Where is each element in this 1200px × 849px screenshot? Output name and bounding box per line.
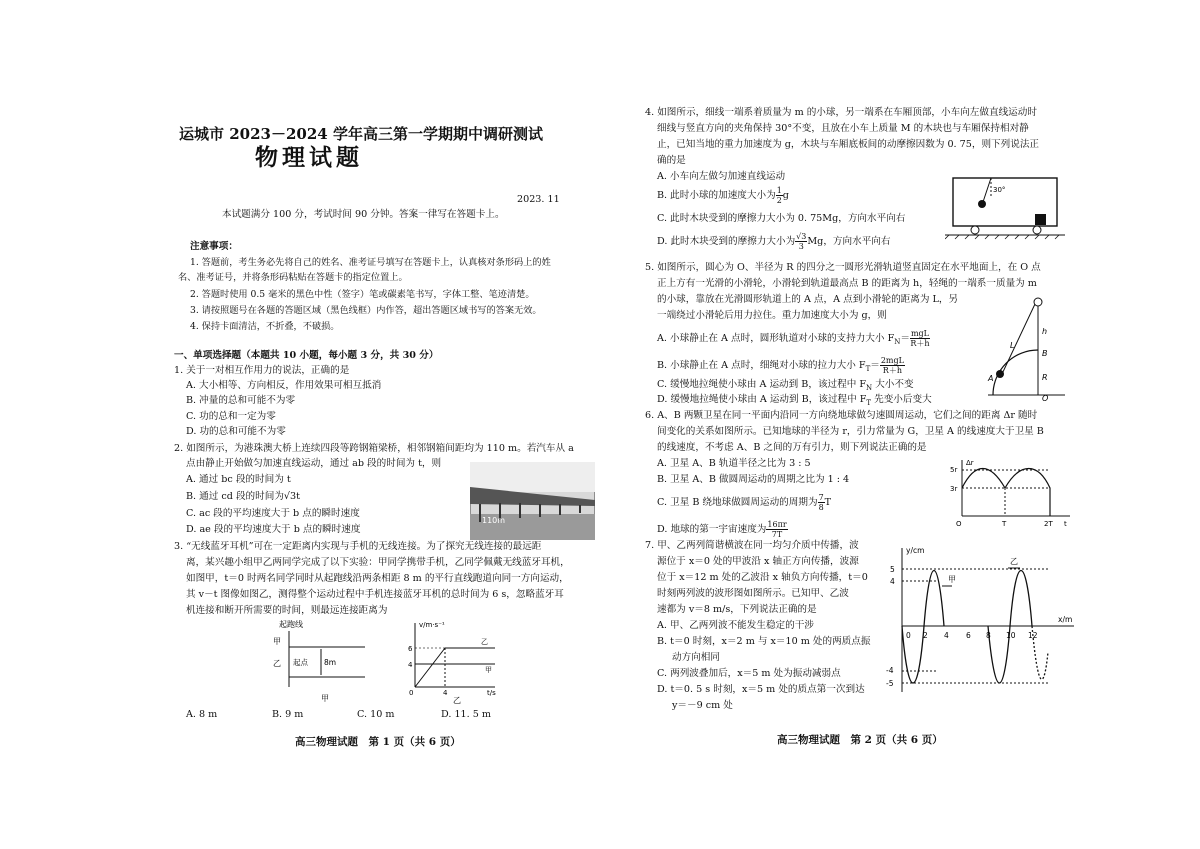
track-diagram [255,617,375,705]
q6-xtick-T: T [1002,520,1007,528]
exam-intro: 本试题满分 100 分，考试时间 90 分钟。答案一律写在答题卡上。 [222,209,505,220]
q2-option-b: B. 通过 cd 段的时间为√3t [186,491,300,502]
vt-series-jia: 甲 [485,666,492,674]
q7-wave-jia: 甲 [948,575,956,584]
q1-option-b: B. 冲量的总和可能不为零 [186,395,296,406]
q6-origin: O [956,520,962,528]
q7-ytick-neg4: -4 [886,666,894,675]
vt-ytick-4: 4 [408,661,413,669]
q7-xtick-0: 0 [906,631,911,640]
q6-ytick-3r: 3r [950,485,958,493]
q7-xtick-10: 10 [1006,631,1016,640]
q6-option-a: A. 卫星 A、B 轨道半径之比为 3 : 5 [657,458,811,469]
q6-line-1: 6. A、B 两颗卫星在同一平面内沿同一方向绕地球做匀速圆周运动，它们之间的距离 Δr 随时 [645,410,1038,421]
q5-label-h: h [1042,327,1048,336]
q7-line-3: 位于 x＝12 m 处的乙波沿 x 轴负方向传播，t＝0 [657,572,868,583]
q7-option-b-cont: 动方向相同 [672,652,720,663]
q7-line-2: 源位于 x＝0 处的甲波沿 x 轴正方向传播，波源 [657,556,859,567]
cart-diagram [945,174,1065,240]
q5-line-3: 的小球，靠放在光滑圆形轨道上的 A 点，A 点到小滑轮的距离为 L，另 [657,294,959,305]
notice-1b: 名、准考证号，并将条形码粘贴在答题卡的指定位置上。 [178,272,408,283]
q6-ytick-5r: 5r [950,466,958,474]
vt-origin: 0 [409,689,414,697]
q5-line-1: 5. 如图所示，圆心为 O、半径为 R 的四分之一圆形光滑轨道竖直固定在水平地面上，在 O 点 [645,262,1041,273]
q1-stem: 1. 关于一对相互作用力的说法，正确的是 [174,365,350,376]
q4-option-d: D. 此时木块受到的摩擦力大小为 $\frac{√3}{3}$ Mg，方向水平向右 [657,232,891,251]
wave-graph [878,542,1080,700]
q4-option-c: C. 此时木块受到的摩擦力大小为 0. 75Mg，方向水平向右 [657,213,906,224]
q4-option-a: A. 小车向左做匀加速直线运动 [657,171,786,182]
q7-xtick-2: 2 [923,631,928,640]
q5-option-b: B. 小球静止在 A 点时，细绳对小球的拉力大小 $F_T=$ $\frac{\text{2mgL}}{R+h}$ [657,356,904,375]
q3-line-2: 离，某兴趣小组甲乙两同学完成了以下实验：甲同学携带手机，乙同学佩戴无线蓝牙耳机， [186,557,570,568]
notice-2: 2. 答题时使用 0.5 毫米的黑色中性（签字）笔或碳素笔书写，字体工整、笔迹清楚。 [190,289,535,300]
start-point-label: 起点 [293,658,308,667]
q5-option-d: D. 缓慢地拉绳使小球由 A 运动到 B，该过程中 $F_T$ 先变小后变大 [657,394,932,407]
right-page [600,0,1200,849]
q5-label-O: O [1042,394,1049,402]
q4-line-4: 确的是 [657,155,686,166]
q1-option-d: D. 功的总和可能不为零 [186,426,286,437]
q7-xtick-4: 4 [944,631,949,640]
q3-option-a: A. 8 m [186,709,218,720]
q5-label-R: R [1042,373,1048,382]
q3-option-b: B. 9 m [272,709,304,720]
fig-b-caption: 乙 [453,696,461,705]
vt-xtick-4: 4 [443,689,448,697]
notice-3: 3. 请按照题号在各题的答题区域（黑色线框）内作答，超出答题区域书写的答案无效。 [190,305,542,316]
q1-option-c: C. 功的总和一定为零 [186,411,276,422]
q3-line-5: 机连接和断开所需要的时间，则最远连接距离为 [186,605,388,616]
q6-line-3: 的线速度，不考虑 A、B 之间的万有引力，则下列说法正确的是 [657,442,927,453]
q3-line-3: 如图甲，t＝0 时两名同学同时从起跑线沿两条相距 8 m 的平行直线跑道向同一方向运动， [186,573,569,584]
q5-label-A: A [988,374,994,383]
vt-graph [405,617,505,705]
q2-stem-1: 2. 如图所示，为港珠澳大桥上连续四段等跨钢箱梁桥，相邻钢箱间距均为 110 m。若汽车从 a [174,443,574,454]
q7-ylabel: y/cm [906,546,925,555]
q7-line-4: 时刻两列波的波形图如图所示。已知甲、乙波 [657,588,849,599]
q3-option-c: C. 10 m [357,709,395,720]
vt-series-yi: 乙 [481,638,488,646]
q7-option-d: D. t＝0. 5 s 时刻，x＝5 m 处的质点第一次到达 [657,684,865,695]
q4-line-1: 4. 如图所示，细线一端系着质量为 m 的小球，另一端系在车厢顶部，小车向左做直线运动时 [645,107,1037,118]
q7-option-d-cont: y＝－9 cm 处 [672,700,733,711]
q7-option-b: B. t＝0 时刻，x＝2 m 与 x＝10 m 处的两质点振 [657,636,871,647]
q6-xlabel: t [1064,520,1067,528]
q7-ytick-4: 4 [890,577,895,586]
q3-line-1: 3. “无线蓝牙耳机”可在一定距离内实现与手机的无线连接。为了探究无线连接的最远距 [174,541,542,552]
q2-option-d: D. ae 段的平均速度大于 b 点的瞬时速度 [186,524,361,535]
start-line-label: 起跑线 [279,620,303,629]
q7-option-c: C. 两列波叠加后，x＝5 m 处为振动减弱点 [657,668,841,679]
q4-line-3: 止，已知当地的重力加速度为 g，木块与车厢底板间的动摩擦因数为 0. 75，则下列说法正 [657,139,1040,150]
q7-xtick-6: 6 [966,631,971,640]
page-1-footer: 高三物理试题 第 1 页（共 6 页） [295,736,461,748]
q2-option-c: C. ac 段的平均速度大于 b 点的瞬时速度 [186,508,360,519]
vt-ytick-6: 6 [408,645,413,653]
q4-option-b: B. 此时小球的加速度大小为 $\frac{1}{2}$ g [657,186,789,205]
q7-wave-yi: 乙 [1010,557,1018,566]
track-jia-label: 甲 [273,637,281,646]
q4-line-2: 细线与竖直方向的夹角保持 30°不变，且放在小车上质量 M 的木块也与车厢保持相对静 [657,123,1029,134]
subject-title: 物理试题 [255,144,363,171]
page-2-footer: 高三物理试题 第 2 页（共 6 页） [777,734,943,746]
q7-ytick-neg5: -5 [886,679,894,688]
q5-option-c: C. 缓慢地拉绳使小球由 A 运动到 B，该过程中 $F_N$ 大小不变 [657,379,914,392]
quarter-circle-diagram [980,292,1070,402]
q6-option-c: C. 卫星 B 绕地球做圆周运动的周期为 $\frac{7}{8}$ T [657,493,832,512]
q5-label-B: B [1042,349,1048,358]
q2-stem-2: 点由静止开始做匀加速直线运动，通过 ab 段的时间为 t，则 [186,458,442,469]
q6-line-2: 间变化的关系如图所示。已知地球的半径为 r，引力常量为 G，卫星 A 的线速度大于卫星 B [657,426,1044,437]
q6-option-b: B. 卫星 A、B 做圆周运动的周期之比为 1 : 4 [657,474,850,485]
section-1-heading: 一、单项选择题（本题共 10 小题，每小题 3 分，共 30 分） [174,350,439,361]
q5-option-a: A. 小球静止在 A 点时，圆形轨道对小球的支持力大小 $F_N=$ $\frac{\text{mgL}}{R+h}$ [657,329,930,348]
vt-xlabel: t/s [487,689,496,697]
q7-ytick-5: 5 [890,565,895,574]
q5-label-L: L [1010,341,1015,350]
q7-xtick-12: 12 [1028,631,1038,640]
q7-option-a: A. 甲、乙两列波不能发生稳定的干涉 [657,620,814,631]
q3-option-d: D. 11. 5 m [441,709,492,720]
distance-label: 8m [324,658,337,667]
bridge-photo [470,462,595,540]
q3-line-4: 其 v－t 图像如图乙，测得整个运动过程中手机连接蓝牙耳机的总时间为 6 s，忽略蓝牙耳 [186,589,564,600]
q7-xlabel: x/m [1058,615,1073,624]
exam-date: 2023. 11 [517,194,560,205]
angle-label: 30° [993,186,1006,194]
vt-ylabel: v/m·s⁻¹ [419,621,445,629]
fig-a-caption: 甲 [321,694,329,703]
q7-line-5: 速都为 v＝8 m/s，下列说法正确的是 [657,604,817,615]
q1-option-a: A. 大小相等、方向相反，作用效果可相互抵消 [186,380,382,391]
delta-r-graph [950,456,1075,528]
notice-1: 1. 答题前，考生务必先将自己的姓名、准考证号填写在答题卡上，认真核对条形码上的姓 [190,257,551,268]
notice-title: 注意事项： [190,241,238,252]
q5-line-4: 一端绕过小滑轮后用力拉住。重力加速度大小为 g，则 [657,310,887,321]
q5-line-2: 正上方有一光滑的小滑轮，小滑轮到轨道最高点 B 的距离为 h，轻绳的一端系一质量为 m [657,278,1037,289]
q6-xtick-2T: 2T [1044,520,1053,528]
q6-option-d: D. 地球的第一宇宙速度为 $\frac{16\pi r}{7T}$ [657,520,787,539]
notice-4: 4. 保持卡面清洁，不折叠，不破损。 [190,321,340,332]
q6-ylabel: Δr [966,459,974,467]
q7-line-1: 7. 甲、乙两列简谐横波在同一均匀介质中传播，波 [645,540,859,551]
photo-distance-label: 110m [482,516,506,525]
exam-title: 运城市 2023－2024 学年高三第一学期期中调研测试 [179,125,543,143]
q7-xtick-8: 8 [986,631,991,640]
track-yi-label: 乙 [273,659,281,668]
q2-option-a: A. 通过 bc 段的时间为 t [186,474,291,485]
